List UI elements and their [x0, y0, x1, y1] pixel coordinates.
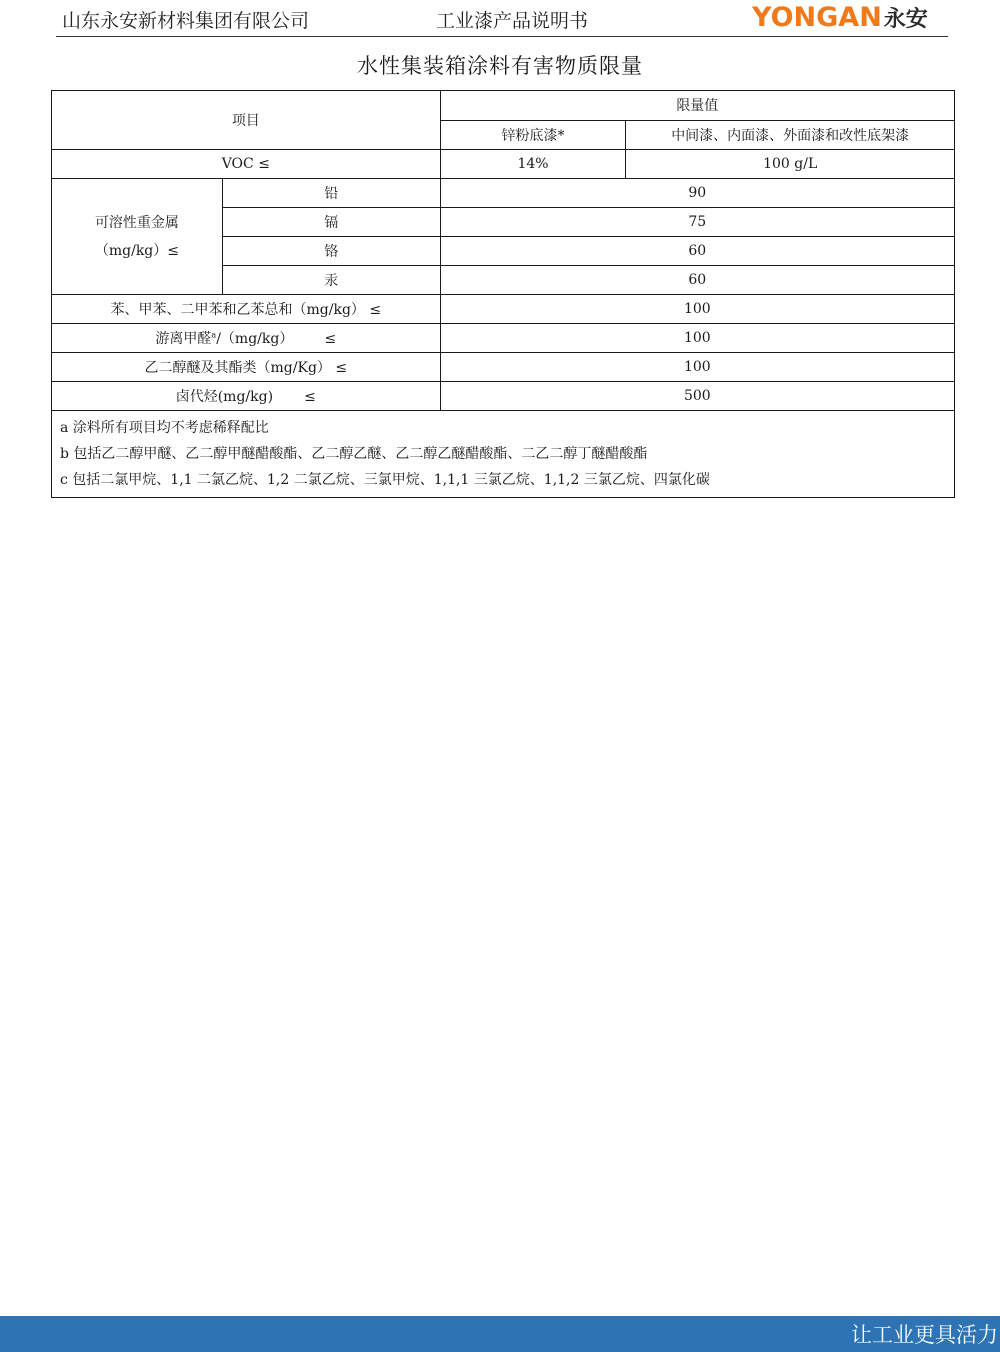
note-c: c 包括二氯甲烷、1,1 二氯乙烷、1,2 二氯乙烷、三氯甲烷、1,1,1 三氯乙烷、1,1,2 三氯乙烷、四氯化碳: [60, 472, 710, 488]
metal-value-lead: 90: [440, 179, 954, 208]
header-divider: [56, 36, 948, 37]
glycol-ethers-value: 100: [440, 353, 954, 382]
document-type: 工业漆产品说明书: [436, 10, 589, 32]
table-header-row: [52, 91, 955, 121]
metal-name-chromium: 铬: [222, 237, 440, 266]
company-name: 山东永安新材料集团有限公司: [62, 10, 310, 32]
logo-cjk-text: 永安: [883, 6, 928, 32]
item-header-cell: 项目: [52, 91, 441, 150]
table-row-voc: [52, 150, 955, 179]
yongan-logo: [752, 0, 928, 34]
formaldehyde-label-post: /（mg/kg） ≤: [216, 331, 337, 347]
heavy-metals-label-line1: 可溶性重金属: [94, 214, 179, 231]
glycol-ethers-label: 乙二醇醚及其酯类（mg/Kg） ≤: [52, 353, 441, 382]
formaldehyde-note-mark: a: [211, 330, 217, 340]
metal-value-cadmium: 75: [440, 208, 954, 237]
formaldehyde-value: 100: [440, 324, 954, 353]
document-title: 水性集装箱涂料有害物质限量: [357, 54, 643, 78]
page-header: [0, 0, 1000, 40]
hazardous-substance-limits-table: [51, 90, 955, 498]
footer-slogan: 让工业更具活力: [851, 1323, 998, 1347]
formaldehyde-label-pre: 游离甲醛: [155, 331, 212, 347]
table-row-glycol-ethers: [52, 353, 955, 382]
heavy-metals-label: [52, 179, 223, 295]
halocarbons-value: 500: [440, 382, 954, 411]
heavy-metals-label-line2: （mg/kg）≤: [94, 242, 179, 259]
benzene-label: 苯、甲苯、二甲苯和乙苯总和（mg/kg） ≤: [52, 295, 441, 324]
note-b: b 包括乙二醇甲醚、乙二醇甲醚醋酸酯、乙二醇乙醚、乙二醇乙醚醋酸酯、二乙二醇丁醚醋酸酯: [60, 446, 648, 462]
logo-latin-text: YONGAN: [752, 1, 882, 33]
footer-band: [0, 1316, 1000, 1352]
voc-label: VOC ≤: [52, 150, 441, 179]
voc-other-value: 100 g/L: [626, 150, 955, 179]
formaldehyde-label: [52, 324, 441, 353]
table-row-benzene: [52, 295, 955, 324]
table-notes-row: [52, 411, 955, 498]
metal-name-cadmium: 镉: [222, 208, 440, 237]
other-coatings-header: 中间漆、内面漆、外面漆和改性底架漆: [626, 120, 955, 150]
metal-name-lead: 铅: [222, 179, 440, 208]
metal-value-mercury: 60: [440, 266, 954, 295]
note-a: a 涂料所有项目均不考虑稀释配比: [60, 420, 269, 436]
metal-value-chromium: 60: [440, 237, 954, 266]
table-row-halocarbons: [52, 382, 955, 411]
halocarbons-label: 卤代烃(mg/kg) ≤: [52, 382, 441, 411]
limit-header-cell: 限量值: [440, 91, 954, 121]
zinc-primer-header: 锌粉底漆*: [440, 120, 626, 150]
metal-name-mercury: 汞: [222, 266, 440, 295]
table-notes-cell: [52, 411, 955, 498]
benzene-value: 100: [440, 295, 954, 324]
voc-zinc-value: 14%: [440, 150, 626, 179]
table-row-lead: [52, 179, 955, 208]
table-row-formaldehyde: [52, 324, 955, 353]
